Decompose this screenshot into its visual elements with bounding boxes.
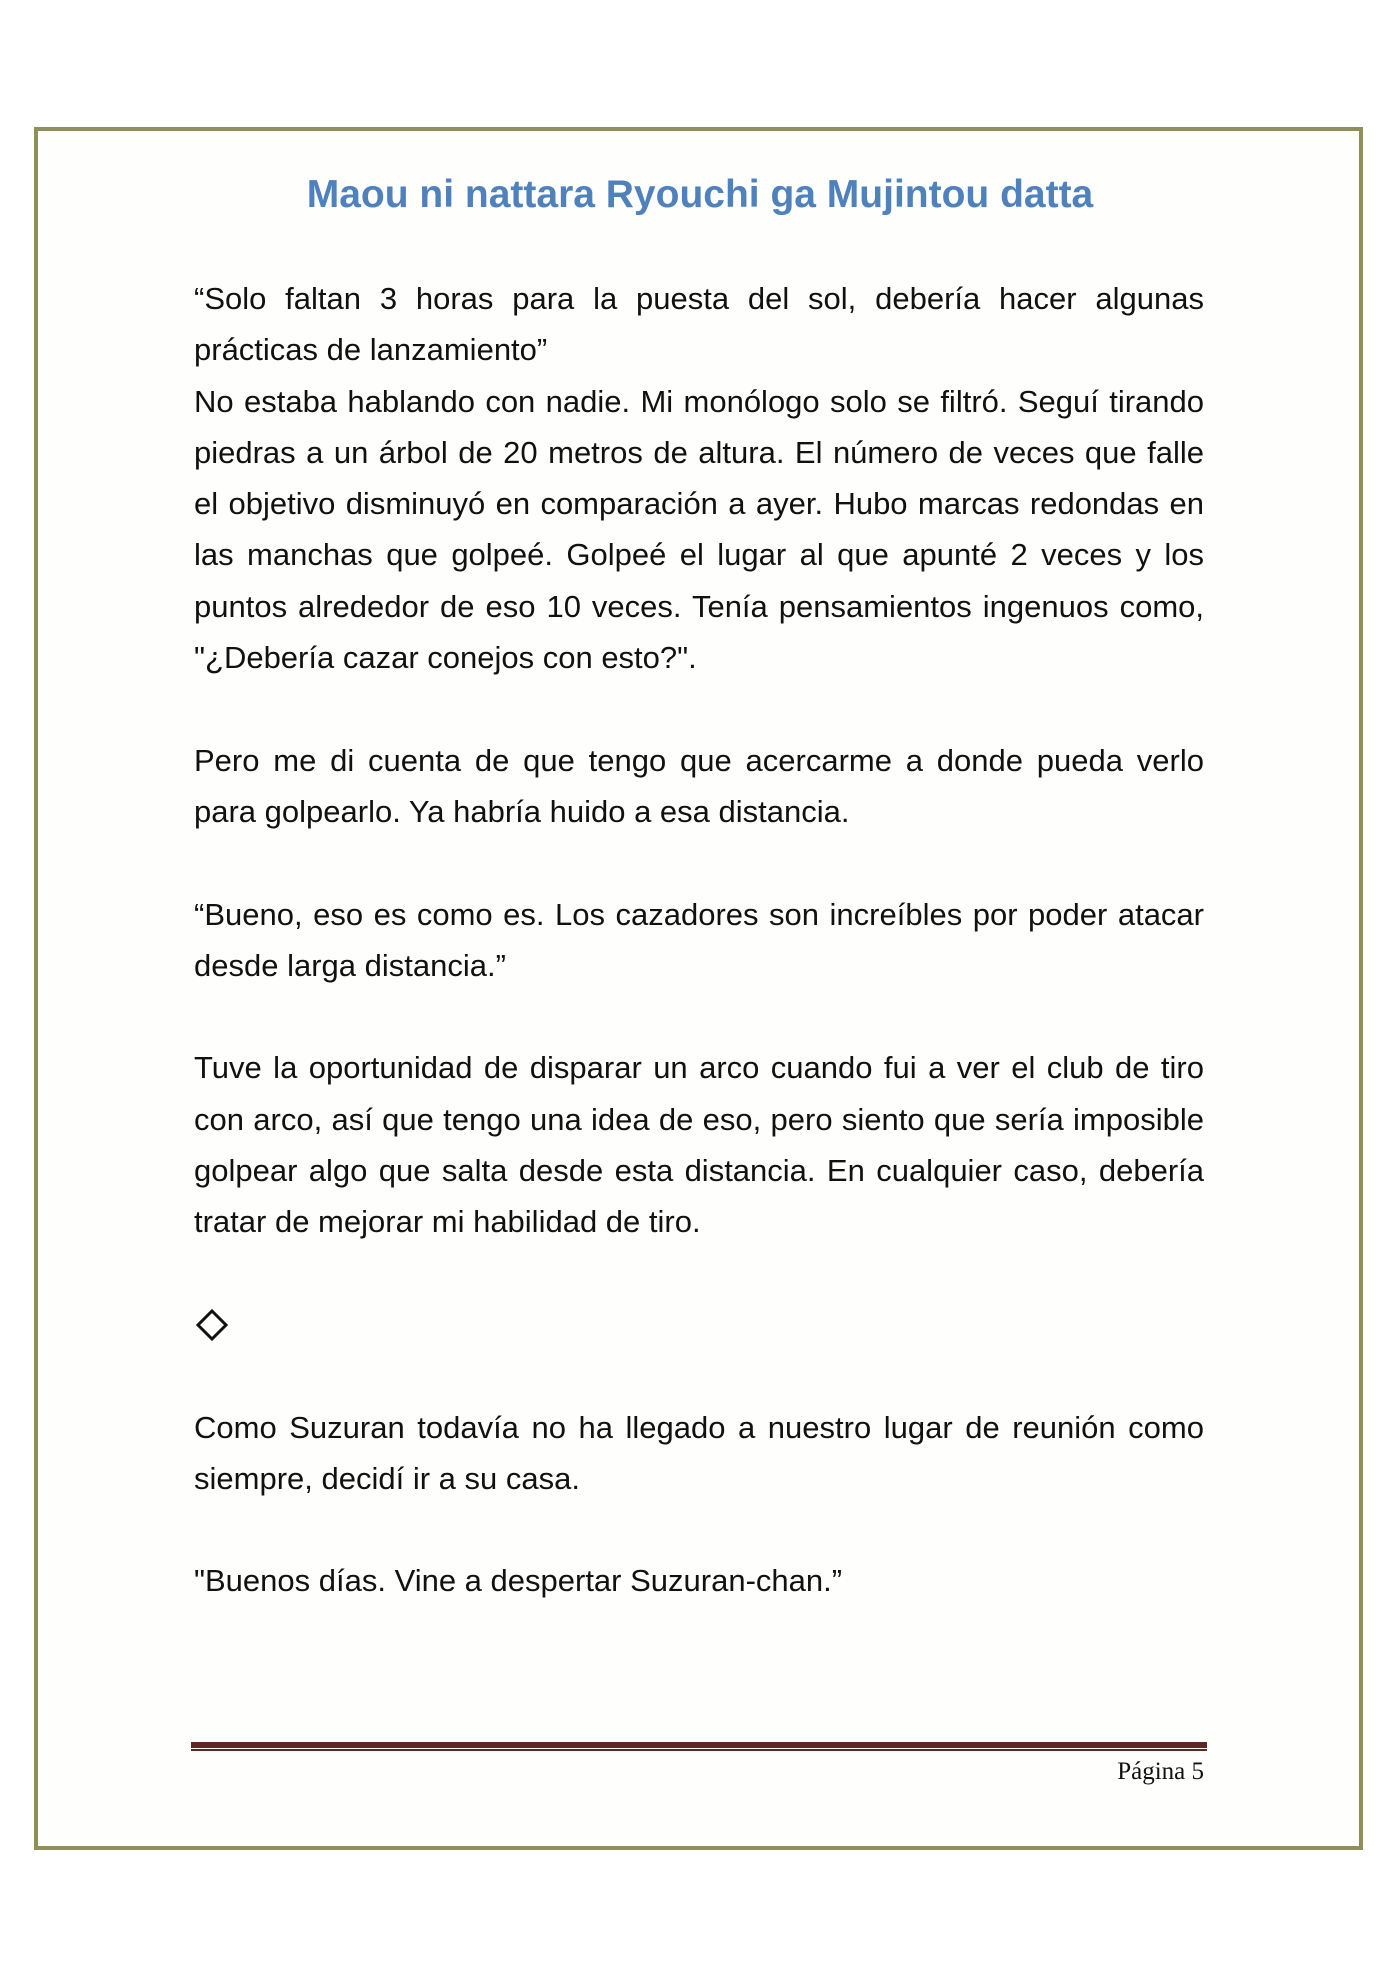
paragraph-4: “Bueno, eso es como es. Los cazadores son increíbles por poder atacar desde larga distancia.” bbox=[194, 896, 1204, 983]
footer-rule bbox=[191, 1742, 1207, 1751]
paragraph-2: No estaba hablando con nadie. Mi monólogo solo se filtró. Seguí tirando piedras a un árbol de 20 metros de altura. El número de veces que falle el objetivo disminuyó en comparación a ayer. Hubo marcas redondas en las manchas que golpeé. Golpeé el lugar al que apunté 2 veces y los puntos alrededor de eso 10 veces. Tenía pensamientos ingenuos como, "¿Debería cazar conejos con esto?". bbox=[194, 383, 1204, 676]
document-body bbox=[194, 273, 1204, 1658]
paragraph-3: Pero me di cuenta de que tengo que acercarme a donde pueda verlo para golpearlo. Ya habría huido a esa distancia. bbox=[194, 742, 1204, 829]
paragraph-6: Como Suzuran todavía no ha llegado a nuestro lugar de reunión como siempre, decidí ir a su casa. bbox=[194, 1409, 1204, 1496]
paragraph-7: "Buenos días. Vine a despertar Suzuran-chan.” bbox=[194, 1563, 843, 1599]
footer-rule-thin bbox=[191, 1749, 1207, 1751]
paragraph-1: “Solo faltan 3 horas para la puesta del sol, debería hacer algunas prácticas de lanzamiento” bbox=[194, 281, 1204, 368]
footer-rule-thick bbox=[191, 1742, 1207, 1748]
page-number: Página 5 bbox=[1117, 1758, 1204, 1785]
document-title: Maou ni nattara Ryouchi ga Mujintou datta bbox=[306, 173, 1094, 216]
paragraph-5: Tuve la oportunidad de disparar un arco cuando fui a ver el club de tiro con arco, así que tengo una idea de eso, pero siento que sería imposible golpear algo que salta desde esta distancia. En cualquier caso, debería tratar de mejorar mi habilidad de tiro. bbox=[194, 1050, 1204, 1240]
diamond-outline-icon bbox=[194, 1299, 234, 1350]
